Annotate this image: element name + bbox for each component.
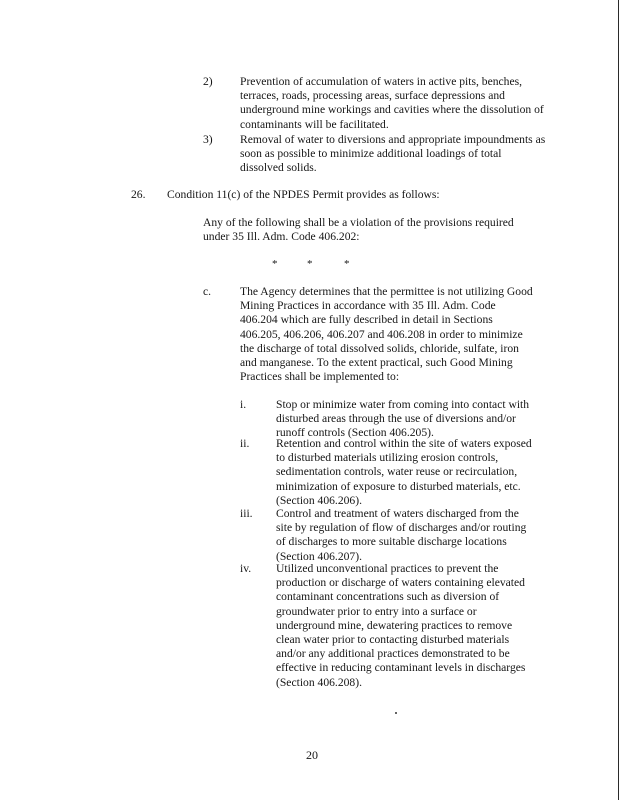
paragraph-number: 26.: [131, 188, 146, 201]
condition-c-text: The Agency determines that the permittee is not utilizing Good Mining Practices in accordance with 35 Ill. Adm. Code 406.204 which are fully described in detail in Sections 406.205, 406.206, 406.207 and 406.208 in order to minimize the discharge of total dissolved solids, chloride, sulfate, iron and manganese. To the extent practical, such Good Mining Practices shall be implemented to:: [240, 285, 533, 384]
ellipsis-star: *: [307, 258, 313, 270]
ellipsis-star: *: [344, 258, 350, 270]
ellipsis-star: *: [272, 258, 278, 270]
sub-item-i-label: i.: [240, 398, 247, 411]
sub-item-ii-text: Retention and control within the site of waters exposed to disturbed materials utilizing erosion controls, sedimentation controls, water reuse or recirculation, minimization of exposure to disturbed materials, etc. (Section 406.206).: [276, 437, 532, 507]
paragraph-26-text: Condition 11(c) of the NPDES Permit provides as follows:: [167, 188, 440, 201]
sub-item-i-text: Stop or minimize water from coming into contact with disturbed areas through the use of diversions and/or runoff controls (Section 406.205).: [276, 398, 530, 440]
page-number: 20: [306, 748, 318, 762]
item-2-label: 2): [203, 75, 213, 88]
item-2-text: Prevention of accumulation of waters in active pits, benches, terraces, roads, processing areas, surface depressions and underground mine workings and cavities where the dissolution of contaminants will be facilitated.: [240, 75, 544, 131]
sub-item-iv-text: Utilized unconventional practices to prevent the production or discharge of waters containing elevated contaminant concentrations such as diversion of groundwater prior to entry into a surface or underground mine, dewatering practices to remove clean water prior to contacting disturbed materials and/or any additional practices demonstrated to be effective in reducing contaminant levels in discharges (Section 406.208).: [276, 562, 526, 689]
scan-speck: [395, 712, 397, 714]
item-3-text: Removal of water to diversions and appropriate impoundments as soon as possible to minimize additional loadings of total dissolved solids.: [240, 133, 546, 175]
sub-item-iii-text: Control and treatment of waters discharged from the site by regulation of flow of discharges and/or routing of discharges to more suitable discharge locations (Section 406.207).: [276, 507, 527, 563]
sub-item-iii-label: iii.: [240, 507, 253, 520]
ellipsis-stars: [272, 258, 362, 272]
condition-c-label: c.: [203, 285, 212, 298]
item-3-label: 3): [203, 133, 213, 146]
quote-intro: Any of the following shall be a violation of the provisions required under 35 Ill. Adm. Code 406.202:: [203, 216, 514, 244]
sub-item-ii-label: ii.: [240, 437, 250, 450]
sub-item-iv-label: iv.: [240, 562, 252, 575]
